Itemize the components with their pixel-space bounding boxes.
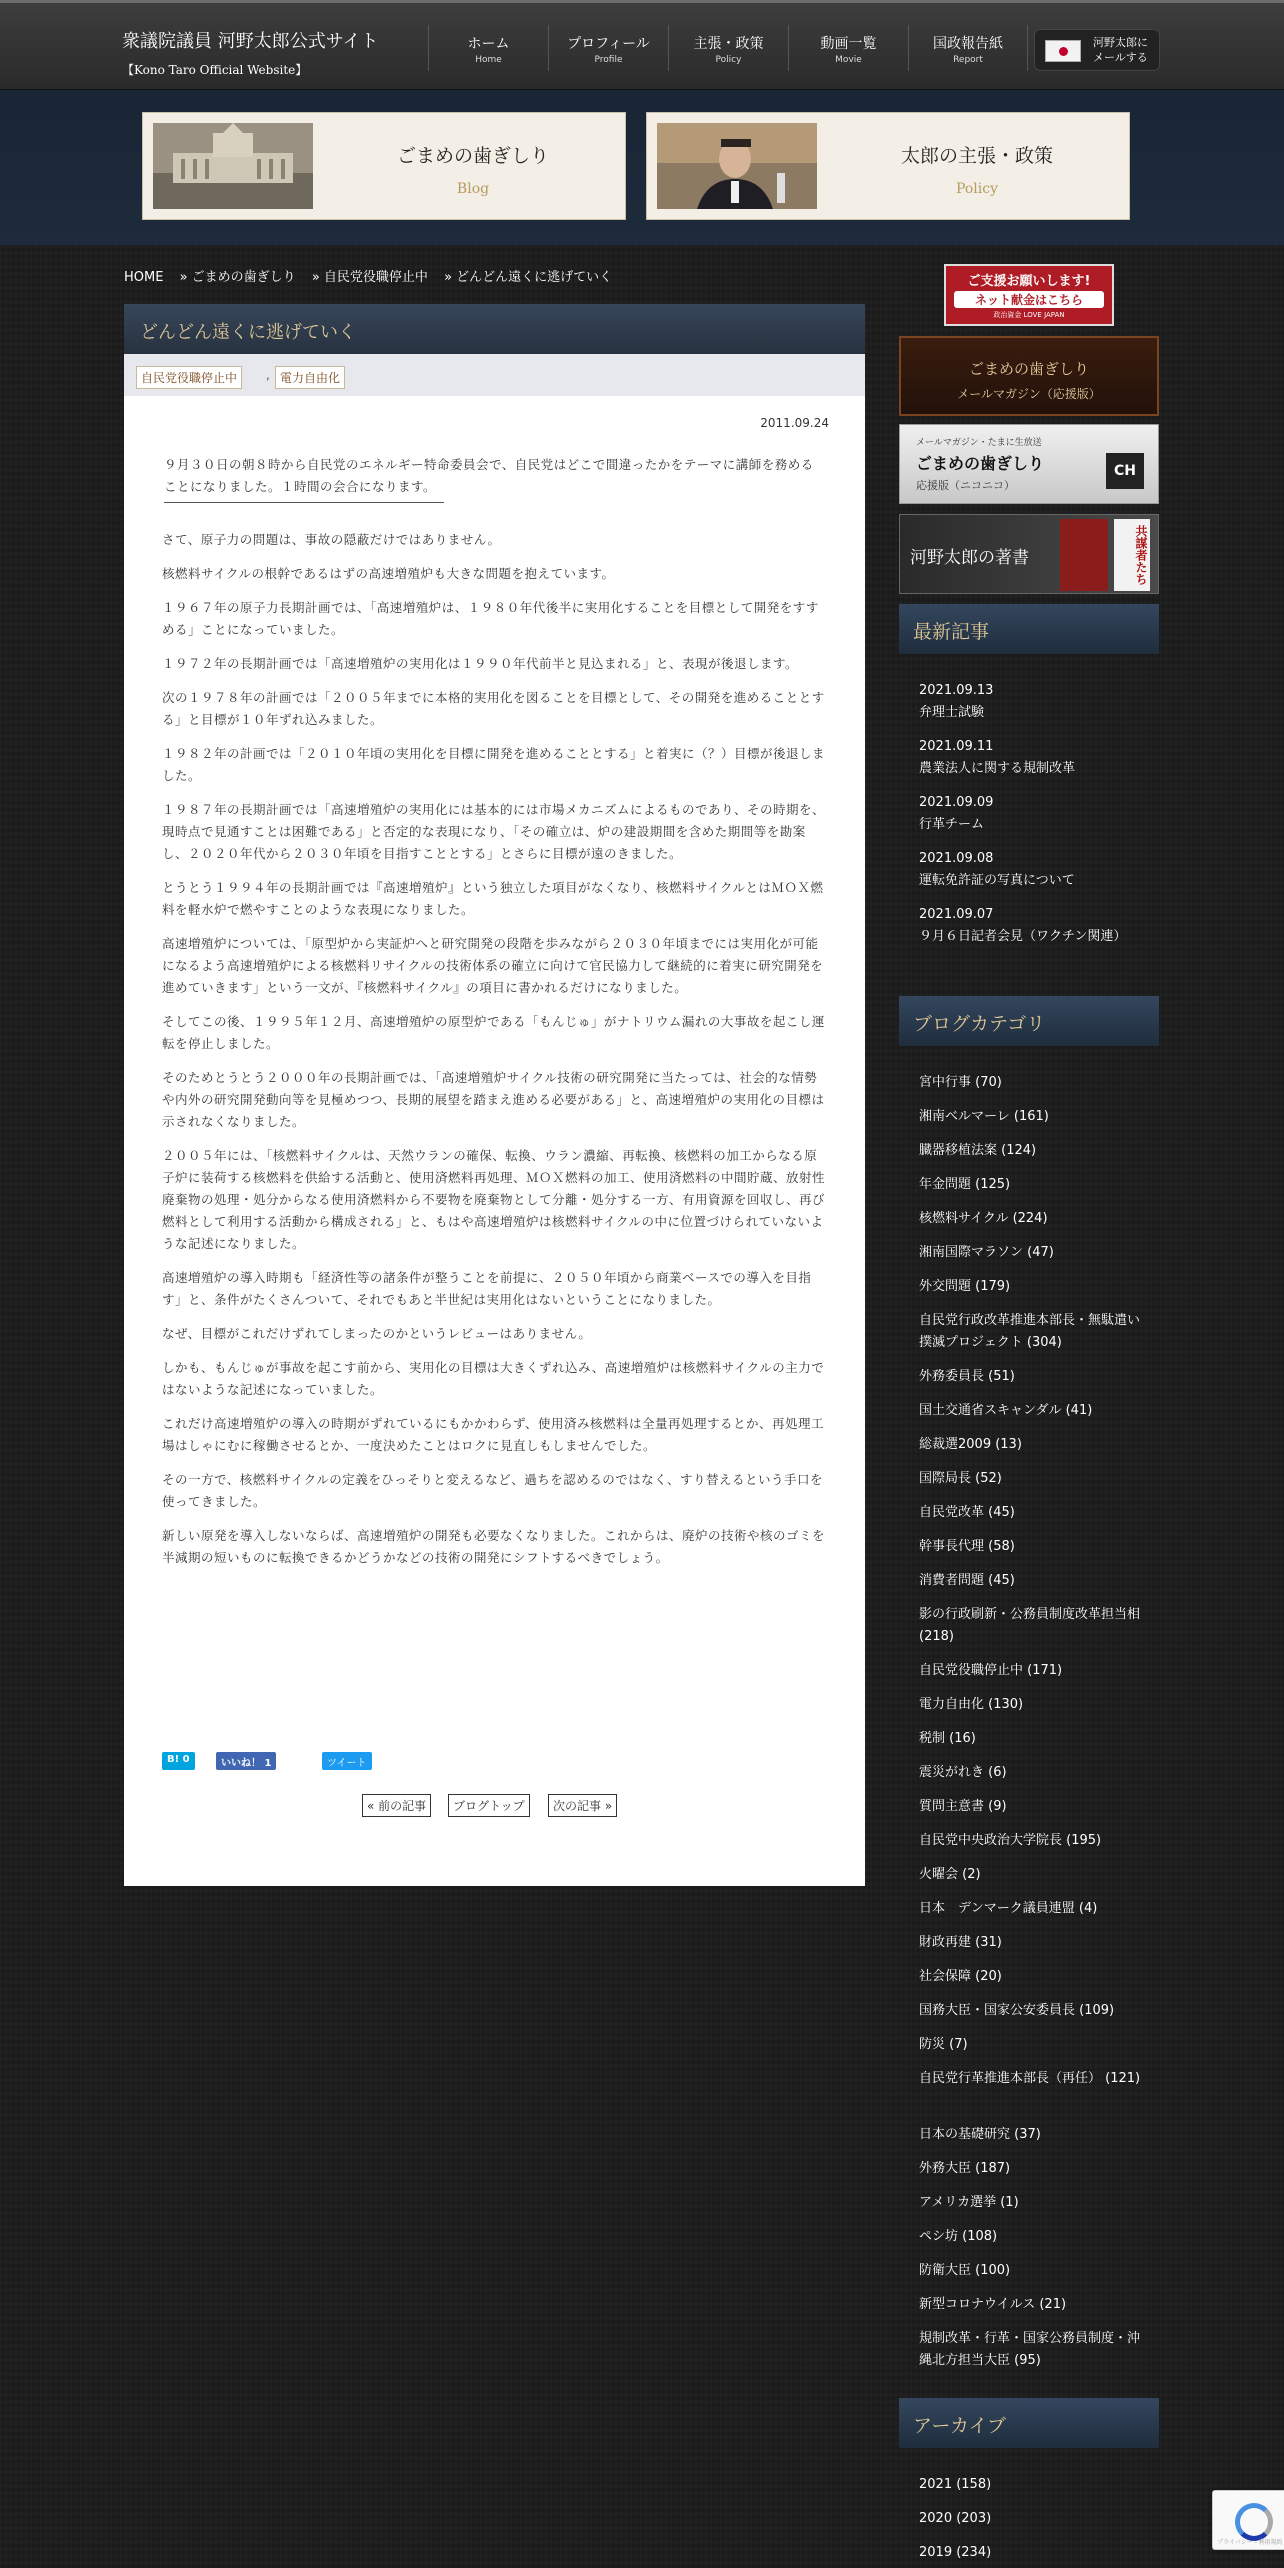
niconico-top-text: メールマガジン・たまに生放送 bbox=[916, 438, 1042, 448]
nav-profile[interactable] bbox=[548, 25, 668, 71]
nav-home-sub: Home bbox=[475, 55, 502, 65]
nav-home[interactable] bbox=[428, 25, 548, 71]
nav-report-label: 国政報告紙 bbox=[933, 36, 1003, 52]
nav-movie-sub: Movie bbox=[835, 55, 862, 65]
recent-title[interactable]: 弁理士試験 bbox=[919, 705, 985, 720]
donation-line3: 政治資金 LOVE JAPAN bbox=[993, 311, 1065, 319]
article-title: どんどん遠くに逃げていく bbox=[140, 322, 356, 343]
tag-separator: , bbox=[266, 368, 270, 382]
category-link[interactable]: 防災 (7) bbox=[919, 2037, 968, 2052]
category-link[interactable]: 宮中行事 (70) bbox=[919, 1075, 1002, 1090]
body-paragraph: しかも、もんじゅが事故を起こす前から、実用化の目標は大きくずれ込み、高速増殖炉は核燃料サイクルの主力ではないような記述になっていました。 bbox=[162, 1360, 825, 1397]
archive-heading: アーカイブ bbox=[899, 2398, 1159, 2448]
archive-link[interactable]: 2020 (203) bbox=[919, 2511, 992, 2526]
category-link[interactable]: 自民党役職停止中 (171) bbox=[919, 1663, 1063, 1678]
category-link[interactable]: 質問主意書 (9) bbox=[919, 1799, 1007, 1814]
category-link[interactable]: 幹事長代理 (58) bbox=[919, 1539, 1015, 1554]
facebook-like-button[interactable]: いいね！ 1 bbox=[216, 1752, 276, 1770]
category-link[interactable]: 自民党行革推進本部長（再任） (121) bbox=[919, 2071, 1141, 2086]
nav-policy-label: 主張・政策 bbox=[693, 36, 764, 52]
policy-banner[interactable] bbox=[646, 112, 1130, 220]
recent-date: 2021.09.07 bbox=[919, 907, 994, 922]
category-link[interactable]: 日本の基礎研究 (37) bbox=[919, 2127, 1041, 2142]
recent-item[interactable] bbox=[919, 848, 1149, 892]
category-link[interactable]: 年金問題 (125) bbox=[919, 1177, 1011, 1192]
nav-profile-label: プロフィール bbox=[567, 36, 650, 52]
category-link[interactable]: アメリカ選挙 (1) bbox=[919, 2195, 1019, 2210]
body-paragraph: 核燃料サイクルの根幹であるはずの高速増殖炉も大きな問題を抱えています。 bbox=[162, 566, 615, 581]
japan-flag-icon bbox=[1045, 40, 1081, 62]
body-paragraph: 高速増殖炉の導入時期も「経済性等の諸条件が整うことを前提に、２０５０年頃から商業ベースでの導入を目指す」と、条件がたくさんついて、それでもあと半世紀は実用化はないということになりました。 bbox=[162, 1270, 812, 1307]
body-paragraph: そしてこの後、１９９５年１２月、高速増殖炉の原型炉である「もんじゅ」がナトリウム漏れの大事故を起こし運転を停止しました。 bbox=[162, 1014, 825, 1051]
recent-title[interactable]: ９月６日記者会見（ワクチン関連） bbox=[919, 929, 1127, 944]
books-title: 河野太郎の著書 bbox=[910, 548, 1029, 568]
diet-building-image bbox=[153, 123, 313, 209]
body-paragraph: その一方で、核燃料サイクルの定義をひっそりと変えるなど、過ちを認めるのではなく、すり替えるという手口を使ってきました。 bbox=[162, 1472, 824, 1509]
speaker-photo-image bbox=[657, 123, 817, 209]
donation-line2: ネット献金はこちら bbox=[954, 291, 1104, 308]
recent-date: 2021.09.13 bbox=[919, 683, 994, 698]
body-paragraph: 次の１９７８年の計画では「２００５年までに本格的実用化を図ることを目標として、その開発を進めることとする」と目標が１０年ずれ込みました。 bbox=[162, 690, 825, 727]
blog-banner[interactable] bbox=[142, 112, 626, 220]
recent-title[interactable]: 運転免許証の写真について bbox=[919, 873, 1075, 888]
category-link[interactable]: 消費者問題 (45) bbox=[919, 1573, 1015, 1588]
category-link[interactable]: 震災がれき (6) bbox=[919, 1765, 1007, 1780]
recent-item[interactable] bbox=[919, 680, 1149, 724]
book-cover-image bbox=[1060, 519, 1108, 591]
body-paragraph: １９８２年の計画では「２０１０年頃の実用化を目標に開発を進めることとする」と着実に（？）目標が後退しました。 bbox=[162, 746, 826, 783]
category-link[interactable]: 外務大臣 (187) bbox=[919, 2161, 1011, 2176]
category-link[interactable]: 総裁選2009 (13) bbox=[919, 1437, 1022, 1452]
category-link[interactable]: 国務大臣・国家公安委員長 (109) bbox=[919, 2003, 1115, 2018]
recent-heading: 最新記事 bbox=[899, 604, 1159, 654]
mailmag-title: ごまめの歯ぎしり bbox=[968, 360, 1089, 378]
policy-banner-sub: Policy bbox=[956, 181, 998, 197]
body-paragraph: さて、原子力の問題は、事故の隠蔽だけではありません。 bbox=[162, 532, 501, 547]
body-paragraph: 新しい原発を導入しないならば、高速増殖炉の開発も必要なくなりました。これからは、廃炉の技術や核のゴミを半減期の短いものに転換できるかどうかなどの技術の開発にシフトするべきでしょう。 bbox=[162, 1528, 826, 1565]
recent-date: 2021.09.11 bbox=[919, 739, 994, 754]
nav-profile-sub: Profile bbox=[594, 55, 623, 65]
hatena-bookmark-button[interactable]: B! 0 bbox=[162, 1752, 195, 1770]
body-paragraph: 高速増殖炉については、「原型炉から実証炉へと研究開発の段階を歩みながら２０３０年頃までには実用化が可能になるよう高速増殖炉による核燃料リサイクルの技術体系の確立に向けて官民協力して継続的に着実に研究開発を進めていきます」という一文が、『核燃料サイクル』の項目に書かれるだけになりました。 bbox=[162, 936, 824, 995]
article-date: 2011.09.24 bbox=[760, 416, 829, 430]
category-link[interactable]: 湘南ベルマーレ (161) bbox=[919, 1109, 1049, 1124]
category-link[interactable]: 核燃料サイクル (224) bbox=[919, 1211, 1048, 1226]
recent-item[interactable] bbox=[919, 792, 1149, 836]
recaptcha-badge[interactable] bbox=[1212, 2490, 1284, 2550]
category-link[interactable]: 自民党行政改革推進本部長・無駄遣い撲滅プロジェクト (304) bbox=[919, 1313, 1141, 1350]
nav-report[interactable] bbox=[908, 25, 1028, 71]
recent-title[interactable]: 農業法人に関する規制改革 bbox=[919, 761, 1076, 776]
category-link[interactable]: 外務委員長 (51) bbox=[919, 1369, 1015, 1384]
donation-line1: ご支援お願いします! bbox=[967, 274, 1091, 289]
nav-movie-label: 動画一覧 bbox=[820, 36, 877, 52]
recaptcha-label: プライバシー - 利用規約 bbox=[1217, 2539, 1283, 2546]
hero-banner bbox=[0, 90, 1284, 245]
nav-policy[interactable] bbox=[668, 25, 788, 71]
recent-date: 2021.09.09 bbox=[919, 795, 994, 810]
blog-banner-sub: Blog bbox=[456, 181, 490, 197]
breadcrumb-blog[interactable]: » ごまめの歯ぎしり bbox=[179, 270, 296, 285]
recent-item[interactable] bbox=[919, 904, 1129, 948]
recent-title[interactable]: 行革チーム bbox=[919, 817, 985, 832]
article bbox=[124, 304, 865, 1886]
breadcrumb-current: » どんどん遠くに逃げていく bbox=[444, 270, 613, 285]
category-link[interactable]: 防衛大臣 (100) bbox=[919, 2263, 1011, 2278]
nav-policy-sub: Policy bbox=[715, 55, 742, 65]
blog-top-button[interactable]: ブログトップ bbox=[448, 1794, 530, 1817]
niconico-sub: 応援版（ニコニコ） bbox=[916, 479, 1015, 492]
tag-link[interactable]: 自民党役職停止中 bbox=[136, 366, 242, 389]
body-paragraph: これだけ高速増殖炉の導入の時期がずれているにもかかわらず、使用済み核燃料は全量再処理するとか、再処理工場はしゃにむに稼働させるとか、一度決めたことはロクに見直しもしませんでした。 bbox=[162, 1416, 825, 1453]
category-link[interactable]: 国土交通省スキャンダル (41) bbox=[919, 1403, 1093, 1418]
niconico-title: ごまめの歯ぎしり bbox=[916, 454, 1045, 473]
body-paragraph: １９８７年の長期計画では「高速増殖炉の実用化には基本的には市場メカニズムによるものであり、その時期を、現時点で見通すことは困難である」と否定的な表現になり、「その確立は、炉の建設期間を含めた期間等を勘案し、２０２０年代から２０３０年頃を目指すこととする」とさらに目標が遠のきました。 bbox=[162, 802, 826, 861]
category-link[interactable]: 湘南国際マラソン (47) bbox=[919, 1245, 1054, 1260]
recent-item[interactable] bbox=[919, 736, 1149, 780]
body-paragraph: なぜ、目標がこれだけずれてしまったのかというレビューはありません。 bbox=[162, 1326, 592, 1341]
category-link[interactable]: 財政再建 (31) bbox=[919, 1935, 1002, 1950]
breadcrumb bbox=[124, 266, 624, 285]
category-link[interactable]: 税制 (16) bbox=[919, 1731, 976, 1746]
tag-link[interactable]: 電力自由化 bbox=[275, 366, 345, 389]
category-link[interactable]: 自民党改革 (45) bbox=[919, 1505, 1015, 1520]
nav-movie[interactable] bbox=[788, 25, 908, 71]
article-header bbox=[124, 304, 865, 354]
blog-banner-title: ごまめの歯ぎしり bbox=[396, 145, 549, 167]
category-link[interactable]: 新型コロナウイルス (21) bbox=[919, 2297, 1067, 2312]
recent-date: 2021.09.08 bbox=[919, 851, 994, 866]
category-link[interactable]: 臓器移植法案 (124) bbox=[919, 1143, 1037, 1158]
book-spine: 共謀者たち bbox=[1114, 519, 1150, 591]
niconico-banner[interactable] bbox=[899, 424, 1159, 504]
category-link[interactable]: 影の行政刷新・公務員制度改革担当相 (218) bbox=[919, 1607, 1141, 1644]
article-body bbox=[162, 454, 826, 1581]
nav-report-sub: Report bbox=[953, 55, 983, 65]
mail-button-label: 河野太郎に メールする bbox=[1093, 36, 1148, 64]
mailmag-sub: メールマガジン（応援版） bbox=[957, 387, 1101, 401]
niconico-channel-icon: CH bbox=[1106, 453, 1144, 489]
site-subtitle: 【Kono Taro Official Website】 bbox=[122, 63, 308, 77]
body-paragraph: そのためとうとう２０００年の長期計画では、「高速増殖炉サイクル技術の研究開発に当たっては、社会的な情勢や内外の研究開発動向等を見極めつつ、長期的展望を踏まえ進める必要がある」と、高速増殖炉の実用化の目標は示されなくなりました。 bbox=[162, 1070, 825, 1129]
body-paragraph: ２００５年には、「核燃料サイクルは、天然ウランの確保、転換、ウラン濃縮、再転換、核燃料の加工からなる原子炉に装荷する核燃料を供給する活動と、使用済燃料再処理、ＭＯＸ燃料の加工、使用済燃料の中間貯蔵、放射性廃棄物の処理・処分からなる使用済燃料から不要物を廃棄物として分離・処分する一方、有用資源を回収し、再び燃料として利用する活動から構成される」と、もはや高速増殖炉は核燃料サイクルの中に位置づけられていないような記述になりました。 bbox=[162, 1148, 826, 1251]
breadcrumb-home[interactable]: HOME bbox=[124, 270, 164, 285]
category-link[interactable]: 火曜会 (2) bbox=[919, 1867, 981, 1882]
mailmag-banner[interactable] bbox=[899, 336, 1159, 416]
site-header bbox=[0, 0, 1284, 90]
mail-button[interactable] bbox=[1034, 29, 1160, 71]
tag-bar bbox=[124, 354, 865, 396]
nav-home-label: ホーム bbox=[467, 36, 510, 52]
site-title[interactable]: 衆議院議員 河野太郎公式サイト bbox=[122, 31, 379, 52]
body-paragraph: １９６７年の原子力長期計画では、「高速増殖炉は、１９８０年代後半に実用化することを目標として開発をすすめる」ことになっていました。 bbox=[162, 600, 819, 637]
category-link[interactable]: 社会保障 (20) bbox=[919, 1969, 1002, 1984]
category-link[interactable]: 外交問題 (179) bbox=[919, 1279, 1011, 1294]
archive-link[interactable]: 2019 (234) bbox=[919, 2545, 992, 2560]
lead-paragraph: ９月３０日の朝８時から自民党のエネルギー特命委員会で、自民党はどこで間違ったかをテーマに講師を務めることになりました。１時間の会合になります。 bbox=[164, 457, 814, 494]
lead-block bbox=[162, 454, 826, 503]
lead-divider bbox=[164, 502, 444, 503]
policy-banner-title: 太郎の主張・政策 bbox=[900, 145, 1053, 167]
category-link[interactable]: 国際局長 (52) bbox=[919, 1471, 1002, 1486]
category-link[interactable]: 日本 デンマーク議員連盟 (4) bbox=[919, 1901, 1098, 1916]
body-paragraph: １９７２年の長期計画では「高速増殖炉の実用化は１９９０年代前半と見込まれる」と、表現が後退します。 bbox=[162, 656, 799, 671]
archive-link[interactable]: 2021 (158) bbox=[919, 2477, 992, 2492]
tweet-button[interactable]: ツイート bbox=[322, 1752, 372, 1770]
next-article-button[interactable]: 次の記事 » bbox=[548, 1794, 617, 1817]
category-link[interactable]: ペシ坊 (108) bbox=[919, 2229, 998, 2244]
category-link[interactable]: 規制改革・行革・国家公務員制度・沖縄北方担当大臣 (95) bbox=[919, 2331, 1141, 2368]
category-link[interactable]: 電力自由化 (130) bbox=[919, 1697, 1024, 1712]
category-link[interactable]: 自民党中央政治大学院長 (195) bbox=[919, 1833, 1102, 1848]
category-heading: ブログカテゴリ bbox=[899, 996, 1159, 1046]
body-paragraph: とうとう１９９４年の長期計画では『高速増殖炉』という独立した項目がなくなり、核燃料サイクルとはＭＯＸ燃料を軽水炉で燃やすことのような表現になりました。 bbox=[162, 880, 824, 917]
books-banner[interactable] bbox=[899, 514, 1159, 594]
prev-article-button[interactable]: « 前の記事 bbox=[362, 1794, 431, 1817]
breadcrumb-category[interactable]: » 自民党役職停止中 bbox=[311, 270, 428, 285]
donation-banner[interactable] bbox=[944, 264, 1114, 326]
